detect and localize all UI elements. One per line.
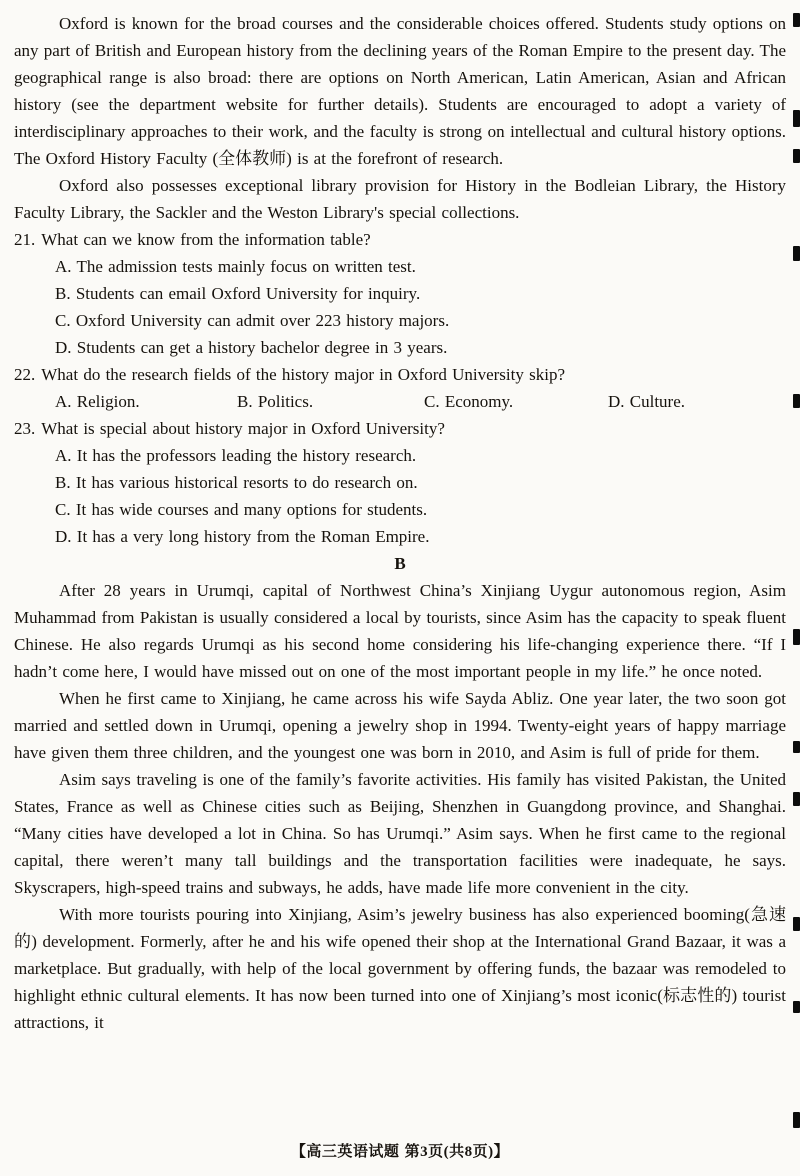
scan-artifact [793, 246, 800, 261]
scan-artifact [793, 149, 800, 163]
answer-option: B. It has various historical resorts to do research on. [55, 473, 418, 492]
scan-artifact [793, 1001, 800, 1013]
answer-option: C. Economy. [424, 392, 514, 411]
passage-a-paragraph-1: Oxford is known for the broad courses and the considerable choices offered. Students study options on any part of British and European history from the declining years of the Roman Empire to the present day. The geographical range is also broad: there are options on North American, Latin American, Asian and African history (see the department website for further details). Students are encouraged to adopt a variety of interdisciplinary approaches to their work, and the faculty is strong on intellectual and cultural history options. The Oxford History Faculty (全体教师) is at the forefront of research. [14, 14, 786, 168]
answer-option: B. Students can email Oxford University for inquiry. [55, 284, 421, 303]
question-text: What can we know from the information table? [41, 230, 371, 249]
passage-a-paragraph-2: Oxford also possesses exceptional library provision for History in the Bodleian Library, the History Faculty Library, the Sackler and the Weston Library's special collections. [14, 176, 786, 222]
answer-options-row [14, 388, 786, 415]
scan-artifact [793, 629, 800, 645]
answer-option: D. Students can get a history bachelor degree in 3 years. [55, 338, 448, 357]
section-b-label: B [394, 554, 406, 573]
answer-option: D. Culture. [608, 392, 686, 411]
scan-artifact [793, 13, 800, 27]
question-stem [14, 226, 786, 253]
scan-artifact [793, 394, 800, 408]
scan-artifact [793, 792, 800, 806]
question-22 [14, 361, 786, 415]
answer-option: A. The admission tests mainly focus on written test. [55, 257, 416, 276]
question-text: What do the research fields of the history major in Oxford University skip? [41, 365, 566, 384]
passage-b-paragraph-4: With more tourists pouring into Xinjiang, Asim’s jewelry business has also experienced booming(急速的) development. Formerly, after he and his wife opened their shop at the International Grand Bazaar, it was a marketplace. But gradually, with help of the local government by offering funds, the bazaar was remodeled to highlight ethnic cultural elements. It has now been turned into one of Xinjiang’s most iconic(标志性的) tourist attractions, it [14, 905, 786, 1032]
passage-b-paragraph-1: After 28 years in Urumqi, capital of Northwest China’s Xinjiang Uygur autonomous region, Asim Muhammad from Pakistan is usually considered a local by tourists, since Asim has the capacity to speak fluent Chinese. He also regards Urumqi as his second home considering his life-changing experience there. “If I hadn’t come here, I would have missed out on one of the most important people in my life.” he once noted. [14, 581, 786, 681]
answer-option: B. Politics. [237, 392, 314, 411]
answer-option: D. It has a very long history from the Roman Empire. [55, 527, 430, 546]
question-21 [14, 226, 786, 361]
question-text: What is special about history major in Oxford University? [41, 419, 445, 438]
answer-option: C. It has wide courses and many options for students. [55, 500, 428, 519]
answer-option: C. Oxford University can admit over 223 history majors. [55, 311, 450, 330]
question-number: 22. [14, 365, 36, 384]
scan-artifact [793, 917, 800, 931]
question-stem [14, 415, 786, 442]
passage-b-paragraph-3: Asim says traveling is one of the family’s favorite activities. His family has visited Pakistan, the United States, France as well as Chinese cities such as Beijing, Shenzhen in Guangdong province, and Shanghai. “Many cities have developed a lot in China. So has Urumqi.” Asim says. When he first came to the regional capital, there weren’t many tall buildings and the transportation facilities were inadequate, he says. Skyscrapers, high-speed trains and subways, he adds, have made life more convenient in the city. [14, 770, 786, 897]
answer-option: A. Religion. [55, 392, 140, 411]
question-number: 23. [14, 419, 36, 438]
question-number: 21. [14, 230, 36, 249]
passage-b-paragraph-2: When he first came to Xinjiang, he came across his wife Sayda Abliz. One year later, the two soon got married and settled down in Urumqi, opening a jewelry shop in 1994. Twenty-eight years of happy marriage have given them three children, and the youngest one was born in 2010, and Asim is full of pride for them. [14, 689, 786, 762]
scan-artifact [793, 1112, 800, 1128]
question-23 [14, 415, 786, 550]
page-footer: 【高三英语试题 第3页(共8页)】 [290, 1144, 510, 1160]
question-stem [14, 361, 786, 388]
scan-artifact [793, 110, 800, 127]
answer-option: A. It has the professors leading the history research. [55, 446, 417, 465]
scan-artifact [793, 741, 800, 753]
